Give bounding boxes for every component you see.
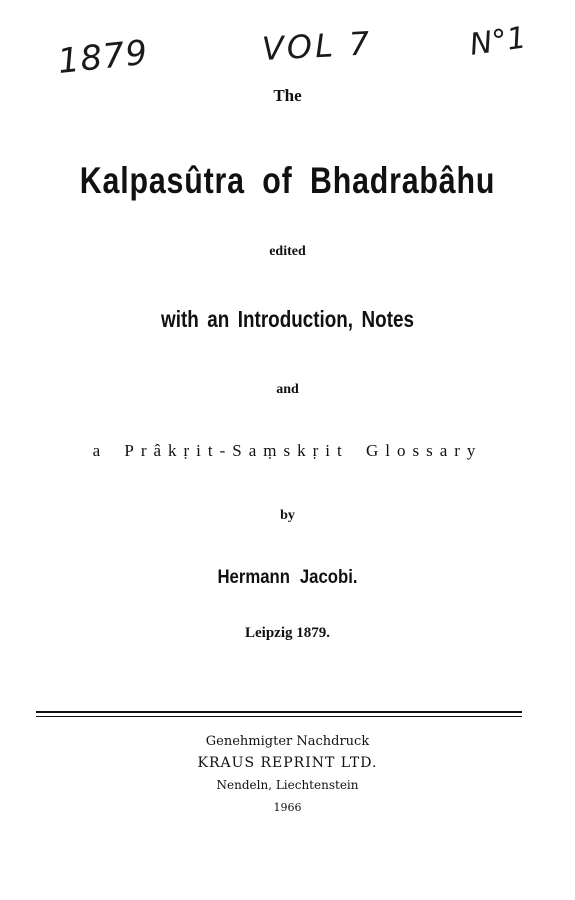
handwritten-year: 1879 (55, 32, 151, 82)
divider-rule (36, 711, 522, 713)
divider-rule-thin (36, 716, 522, 717)
author-name: Hermann Jacobi. (217, 567, 358, 588)
handwritten-volume: VOL 7 (261, 24, 374, 68)
glossary-line: a Prâkṛit-Saṃskṛit Glossary (92, 441, 483, 460)
by-label: by (280, 508, 295, 523)
reprint-publisher: KRAUS REPRINT LTD. (197, 755, 378, 771)
edited-label: edited (269, 244, 306, 259)
book-title: Kalpasûtra of Bhadrabâhu (79, 160, 496, 201)
title-article: The (273, 86, 302, 105)
reprint-note: Genehmigter Nachdruck (205, 734, 370, 749)
and-label: and (276, 382, 299, 397)
reprint-year: 1966 (273, 801, 302, 814)
introduction-line: with an Introduction, Notes (161, 306, 414, 332)
reprint-location: Nendeln, Liechtenstein (216, 778, 359, 792)
place-year: Leipzig 1879. (245, 625, 330, 641)
handwritten-number: N°1 (467, 20, 529, 63)
